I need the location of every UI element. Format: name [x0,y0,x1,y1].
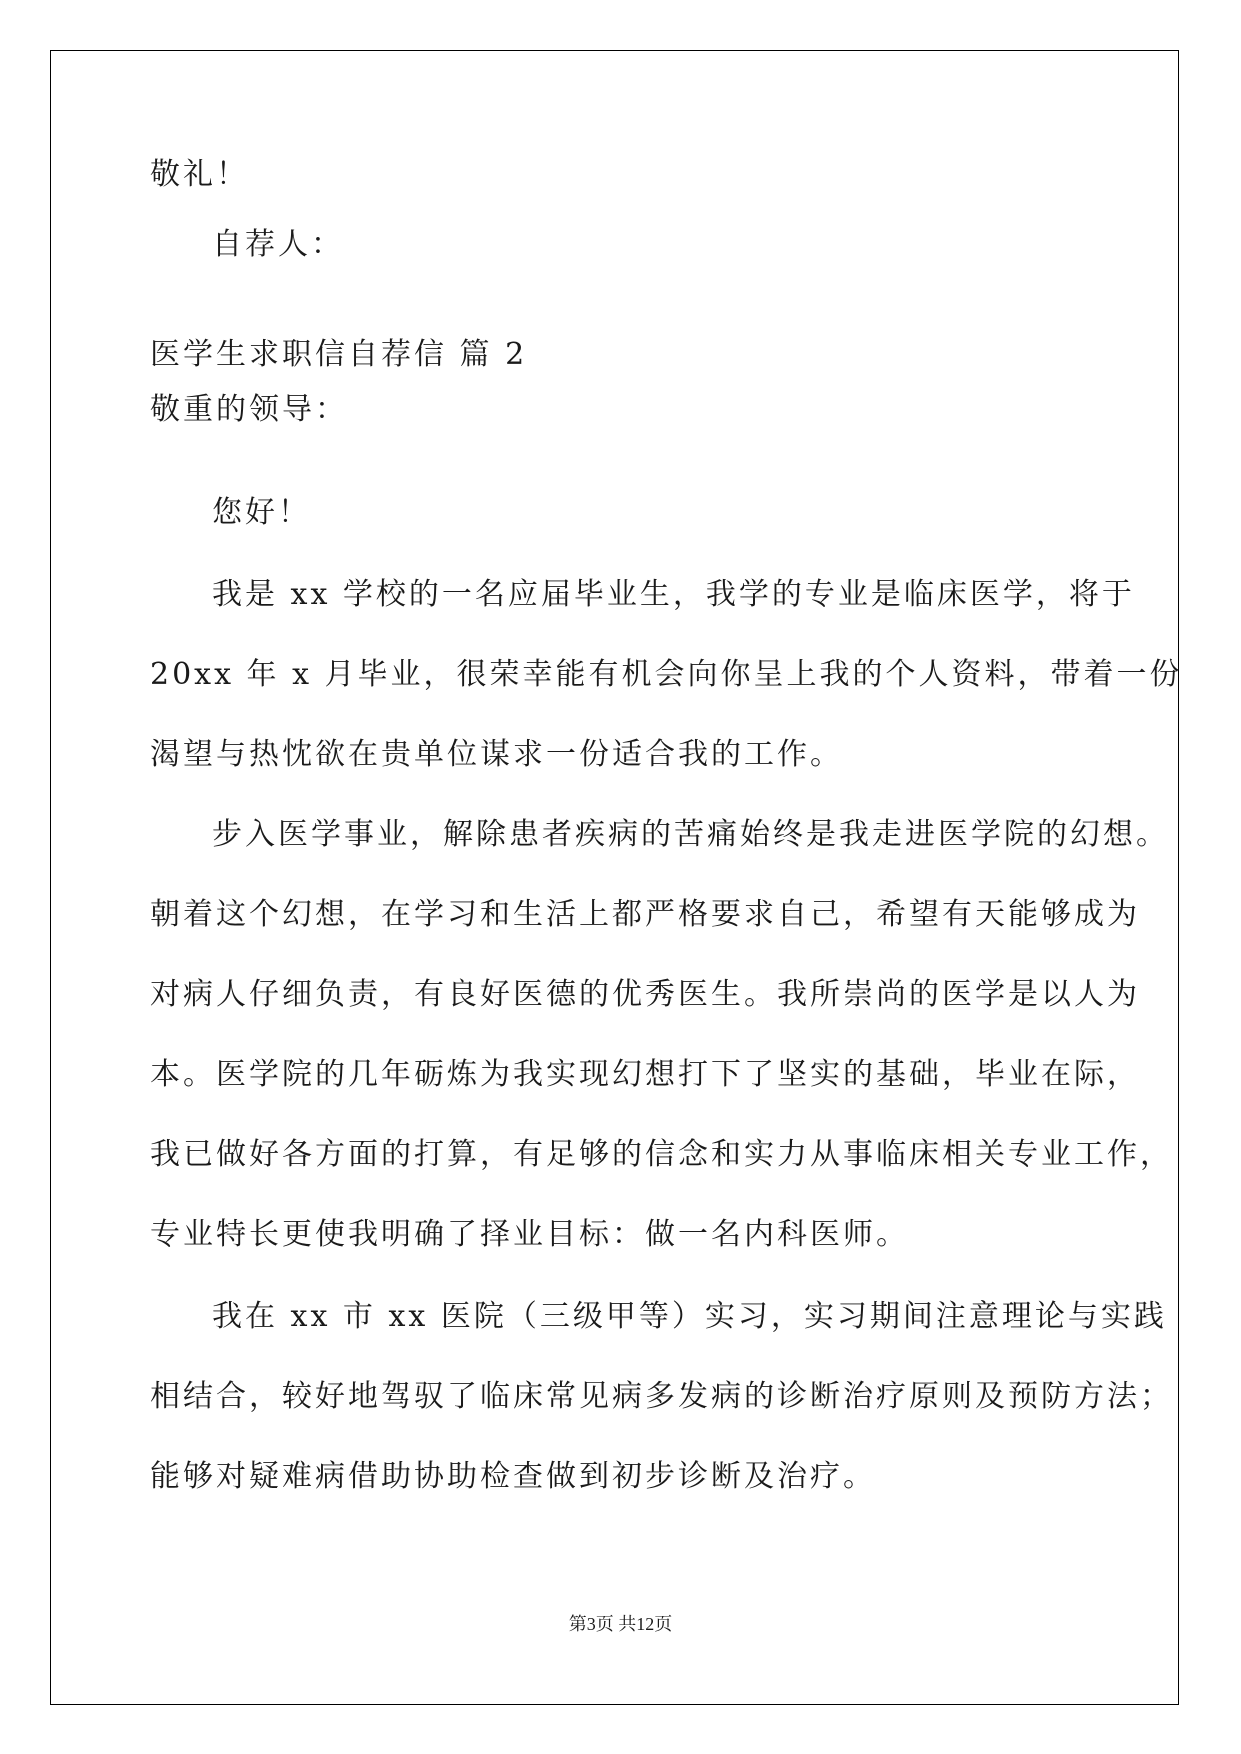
signature-label: 自荐人： [212,227,344,262]
paragraph-2-line-3: 对病人仔细负责，有良好医德的优秀医生。我所崇尚的医学是以人为 [150,977,1140,1012]
paragraph-3-line-3: 能够对疑难病借助协助检查做到初步诊断及治疗。 [150,1459,876,1494]
salutation: 敬重的领导： [150,392,348,427]
paragraph-3-line-2: 相结合，较好地驾驭了临床常见病多发病的诊断治疗原则及预防方法； [150,1379,1173,1414]
paragraph-1-line-3: 渴望与热忱欲在贵单位谋求一份适合我的工作。 [150,737,843,772]
paragraph-2-line-1: 步入医学事业，解除患者疾病的苦痛始终是我走进医学院的幻想。 [212,817,1169,852]
paragraph-2-line-6: 专业特长更使我明确了择业目标：做一名内科医师。 [150,1217,909,1252]
closing-text: 敬礼！ [150,157,249,192]
page-number: 第3页 共12页 [568,1614,673,1634]
paragraph-1-line-2: 20xx 年 x 月毕业，很荣幸能有机会向你呈上我的个人资料，带着一份 [150,657,1183,692]
paragraph-2-line-5: 我已做好各方面的打算，有足够的信念和实力从事临床相关专业工作， [150,1137,1173,1172]
greeting: 您好！ [212,495,311,530]
section-title: 医学生求职信自荐信 篇 2 [150,337,528,372]
paragraph-2-line-4: 本。医学院的几年砺炼为我实现幻想打下了坚实的基础，毕业在际， [150,1057,1140,1092]
paragraph-2-line-2: 朝着这个幻想，在学习和生活上都严格要求自己，希望有天能够成为 [150,897,1140,932]
paragraph-3-line-1: 我在 xx 市 xx 医院（三级甲等）实习，实习期间注意理论与实践 [212,1299,1167,1334]
paragraph-1-line-1: 我是 xx 学校的一名应届毕业生，我学的专业是临床医学，将于 [212,577,1135,612]
